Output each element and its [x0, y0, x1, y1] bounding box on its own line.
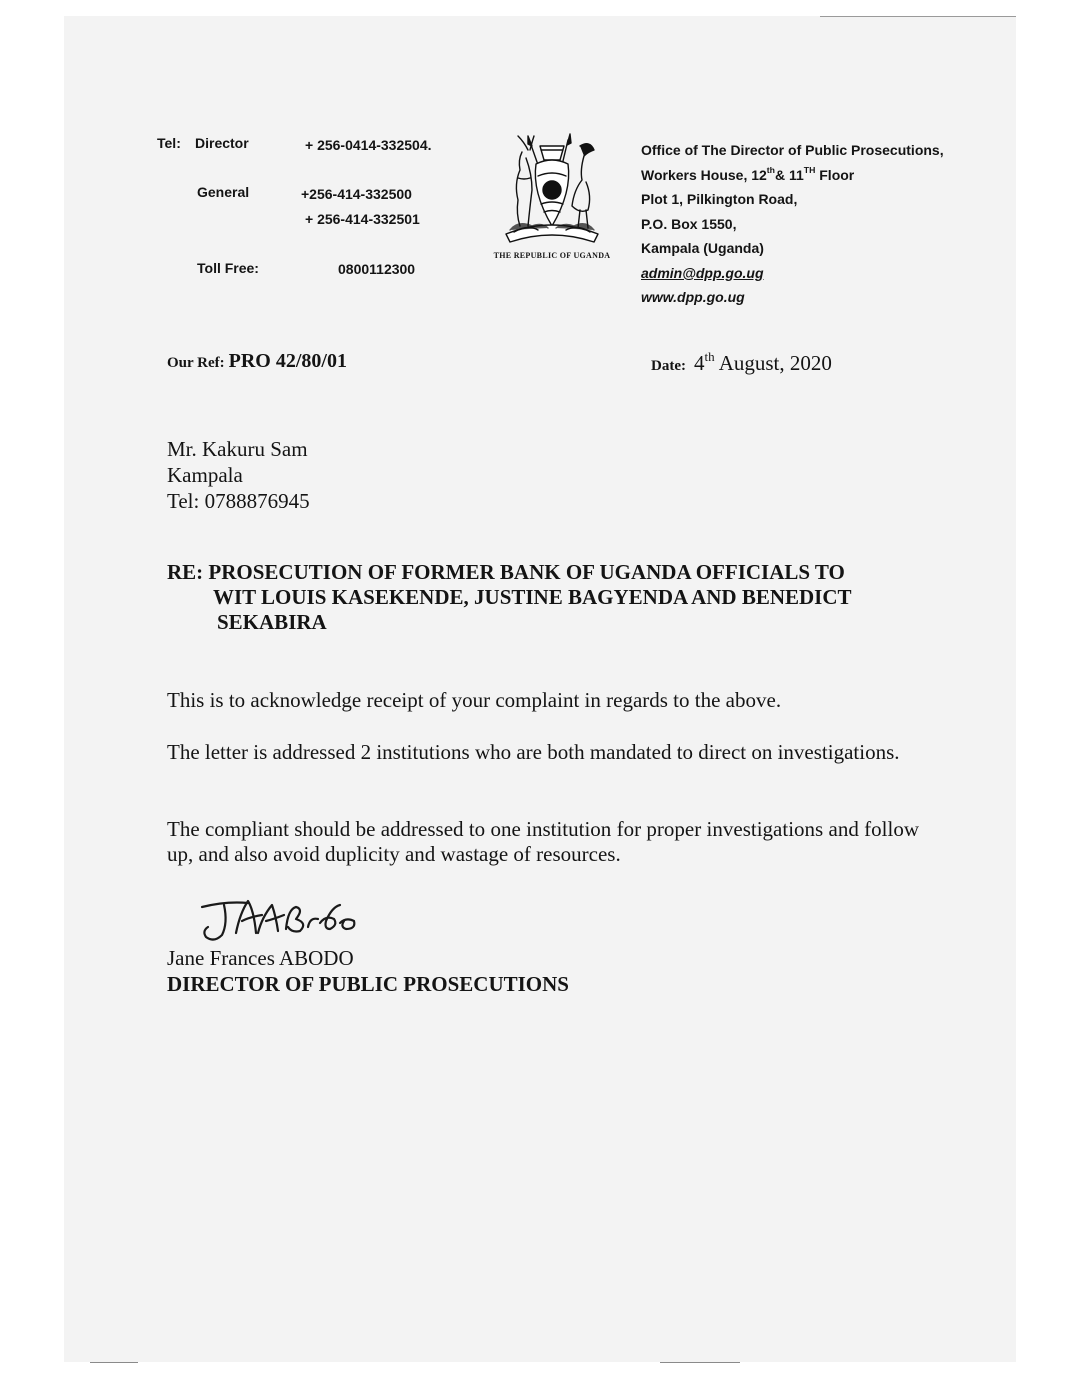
- general-number-2: + 256-414-332501: [305, 211, 420, 227]
- office-line-2-sup-1: th: [766, 164, 775, 175]
- office-line-1: Office of The Director of Public Prosecutions,: [641, 142, 944, 158]
- date-value: [693, 348, 832, 375]
- top-edge-line: [820, 16, 1016, 17]
- office-line-5: Kampala (Uganda): [641, 240, 764, 256]
- contacts-block: [157, 133, 457, 283]
- letter-date: [651, 348, 832, 376]
- office-line-2: [641, 163, 1001, 188]
- office-line-2-part-a: Workers House, 12: [641, 166, 767, 183]
- office-line-2-part-b: & 11: [774, 166, 804, 183]
- subject-line-1: RE: PROSECUTION OF FORMER BANK OF UGANDA OFFICIALS TO: [167, 560, 845, 584]
- office-line-3: Plot 1, Pilkington Road,: [641, 191, 798, 207]
- subject-line-2: WIT LOUIS KASEKENDE, JUSTINE BAGYENDA AND BENEDICT: [213, 585, 852, 609]
- body-paragraph-2: The letter is addressed 2 institutions who are both mandated to direct on investigations.: [167, 740, 900, 764]
- office-address: [641, 138, 1001, 310]
- office-line-2-part-c: Floor: [815, 166, 855, 183]
- general-label: General: [197, 184, 250, 200]
- tel-label: Tel:: [157, 135, 181, 151]
- addressee-name: Mr. Kakuru Sam: [167, 437, 308, 461]
- general-number-1: +256-414-332500: [301, 186, 412, 202]
- signatory-name: Jane Frances ABODO: [167, 946, 354, 970]
- body-paragraph-1: This is to acknowledge receipt of your complaint in regards to the above.: [167, 688, 782, 712]
- addressee-block: [167, 436, 310, 514]
- date-day-suffix: th: [704, 348, 715, 364]
- office-website[interactable]: www.dpp.go.ug: [641, 289, 745, 305]
- tollfree-label: Toll Free:: [197, 260, 259, 276]
- subject-line-3: SEKABIRA: [217, 610, 327, 634]
- body-paragraph-3: The compliant should be addressed to one institution for proper investigations and follow up, and also avoid duplicity and wastage of resources.: [167, 817, 919, 866]
- signatory-title: DIRECTOR OF PUBLIC PROSECUTIONS: [167, 972, 569, 996]
- bottom-edge-line-right: [660, 1362, 740, 1363]
- bottom-edge-line-left: [90, 1362, 138, 1363]
- office-line-2-sup-2: TH: [803, 164, 816, 175]
- office-email-link[interactable]: admin@dpp.go.ug: [641, 264, 764, 281]
- date-day: 4: [693, 351, 705, 375]
- director-label: Director: [195, 135, 249, 151]
- office-line-4: P.O. Box 1550,: [641, 215, 737, 232]
- coat-of-arms-icon: [488, 130, 616, 254]
- reference-value: PRO 42/80/01: [228, 350, 347, 372]
- uganda-coat-of-arms: [488, 130, 616, 266]
- subject-heading: [167, 560, 927, 635]
- addressee-tel: Tel: 0788876945: [167, 489, 310, 513]
- our-reference: [167, 350, 347, 373]
- addressee-city: Kampala: [167, 463, 243, 487]
- crest-caption: THE REPUBLIC OF UGANDA: [493, 251, 611, 260]
- signature-icon: [196, 893, 366, 945]
- director-number: + 256-0414-332504.: [305, 137, 432, 153]
- reference-label: Our Ref:: [167, 355, 225, 371]
- handwritten-signature: [196, 893, 366, 945]
- date-month-year: August, 2020: [714, 351, 832, 375]
- signatory-block: [167, 945, 569, 997]
- tollfree-number: 0800112300: [338, 261, 416, 277]
- date-label: Date:: [651, 358, 686, 374]
